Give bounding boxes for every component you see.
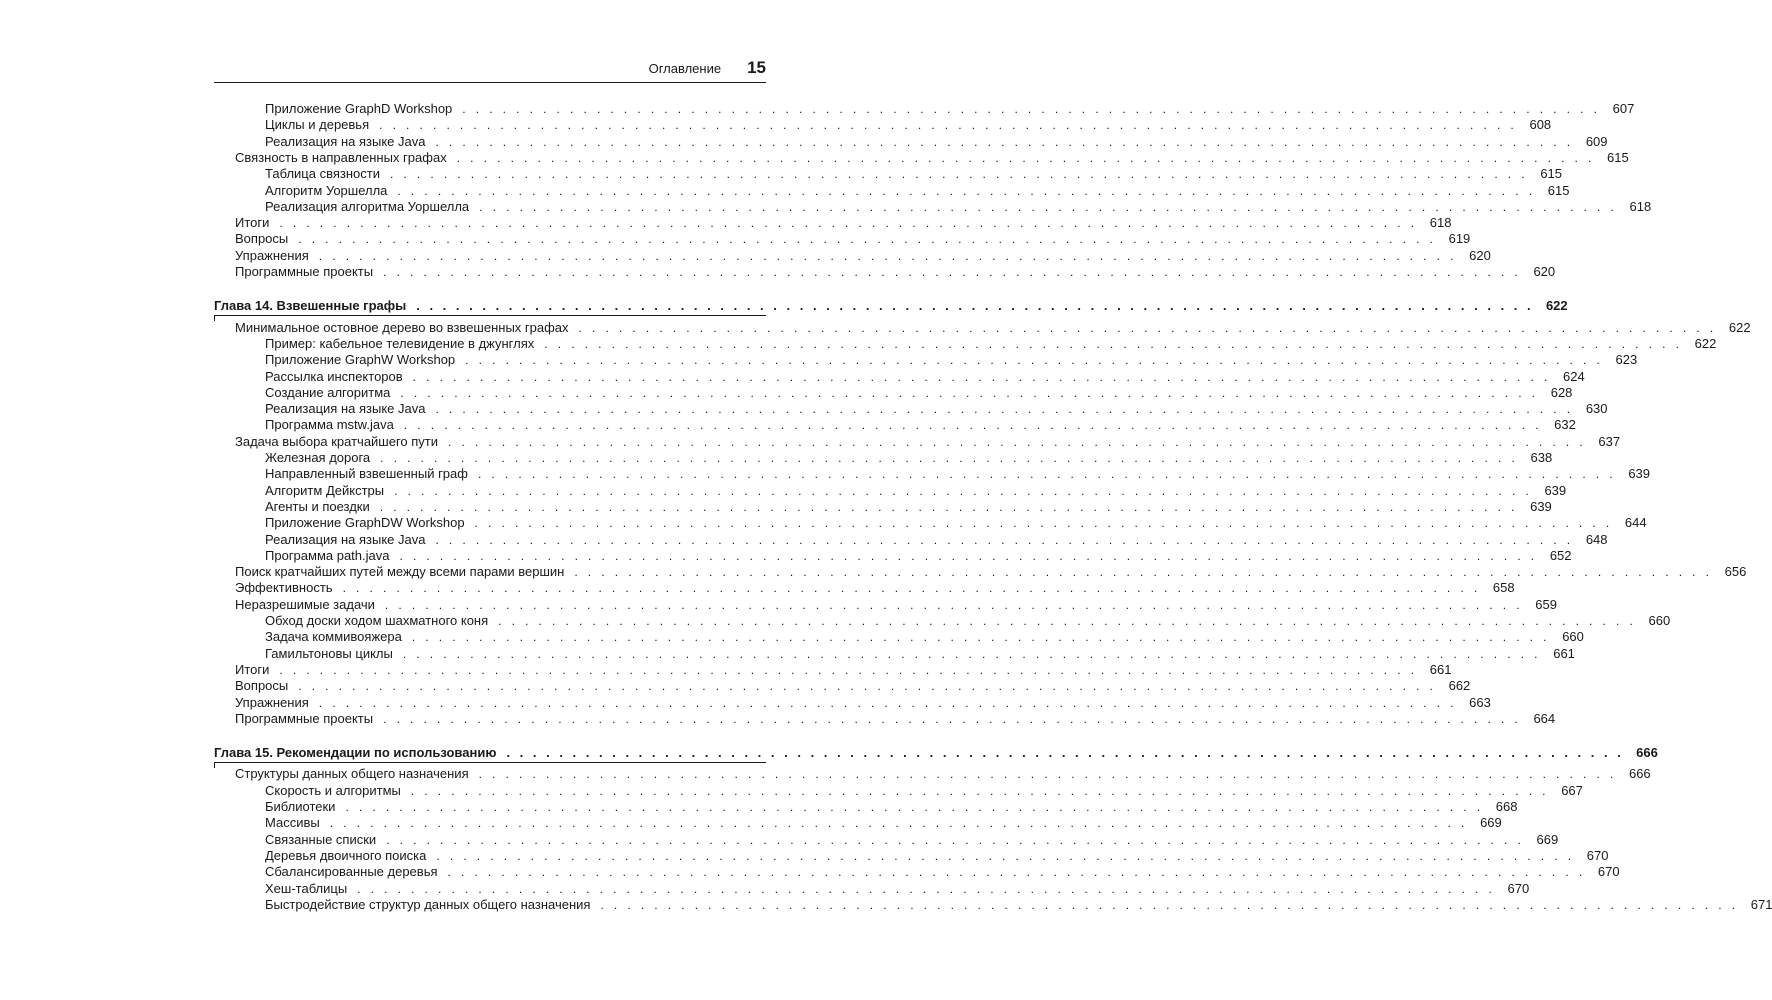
dot-leader: . . . . . . . . . . . . . . . . . . . . . . . . . . . . . . . . . . . . . . . . . . . . . . . . . . . . . . . . . . . . . . . . . . . . . . . . . . . . . . . . . . . . . xyxy=(379,499,1518,514)
toc-section[interactable] xyxy=(235,247,1491,264)
toc-entry-page: 620 xyxy=(1533,264,1556,279)
running-title: Оглавление xyxy=(648,61,722,76)
toc-section[interactable] xyxy=(235,580,1515,596)
dot-leader: . . . . . . . . . . . . . . . . . . . . . . . . . . . . . . . . . . . . . . . . . . . . . . . . . . . . . . . . . . . . . . . . . . . . . . . . . . . . . . . . . . . . . xyxy=(436,848,1575,863)
toc-entry-title: Вопросы xyxy=(235,678,289,694)
dot-leader: . . . . . . . . . . . . . . . . . . . . . . . . . . . . . . . . . . . . . . . . . . . . . . . . . . . . . . . . . . . . . . . . . . . . . . . . . . . . . . . . . . . . . xyxy=(456,150,1595,165)
toc-entry-page: 609 xyxy=(1585,133,1608,149)
toc-subsection[interactable] xyxy=(265,335,1717,352)
toc-entry-page: 615 xyxy=(1540,166,1563,182)
toc-entry-page: 623 xyxy=(1615,352,1638,368)
toc-entry-title: Программа mstw.java xyxy=(265,417,394,433)
toc-entry-page: 638 xyxy=(1530,450,1553,465)
dot-leader: . . . . . . . . . . . . . . . . . . . . . . . . . . . . . . . . . . . . . . . . . . . . . . . . . . . . . . . . . . . . . . . . . . . . . . . . . . . . . . . . . . . . . xyxy=(544,336,1683,351)
toc-subsection[interactable] xyxy=(265,417,1576,433)
toc-subsection[interactable] xyxy=(265,182,1570,199)
dot-leader: . . . . . . . . . . . . . . . . . . . . . . . . . . . . . . . . . . . . . . . . . . . . . . . . . . . . . . . . . . . . . . . . . . . . . . . . . . . . . . . . . . . . . xyxy=(383,265,1522,279)
toc-entry-page: 628 xyxy=(1550,384,1573,400)
dot-leader: . . . . . . . . . . . . . . . . . . . . . . . . . . . . . . . . . . . . . . . . . . . . . . . . . . . . . . . . . . . . . . . . . . . . . . . . . . . . . . . . . . . . . xyxy=(389,167,1529,182)
toc-subsection[interactable] xyxy=(265,117,1552,133)
toc-entry-page: 667 xyxy=(1561,782,1583,798)
toc-entry-title: Упражнения xyxy=(235,694,309,710)
toc-section[interactable] xyxy=(235,564,1747,580)
toc-entry-title: Реализация алгоритма Уоршелла xyxy=(265,198,470,214)
toc-entry-page: 639 xyxy=(1544,482,1567,498)
toc-section[interactable] xyxy=(235,766,1651,782)
toc-subsection[interactable] xyxy=(265,864,1620,880)
toc-entry-page: 664 xyxy=(1533,710,1556,726)
toc-subsection[interactable] xyxy=(265,547,1572,564)
dot-leader: . . . . . . . . . . . . . . . . . . . . . . . . . . . . . . . . . . . . . . . . . . . . . . . . . . . . . . . . . . . . . . . . . . . . . . . . . . . . . . . . . . . . . xyxy=(474,516,1613,531)
toc-entry-page: 659 xyxy=(1535,596,1557,612)
dot-leader: . . . . . . . . . . . . . . . . . . . . . . . . . . . . . . . . . . . . . . . . . . . . . . . . . . . . . . . . . . . . . . . . . . . . . . . . . . . . . . . . . . . . . xyxy=(477,467,1617,482)
dot-leader: . . . . . . . . . . . . . . . . . . . . . . . . . . . . . . . . . . . . . . . . . . . . . . . . . . . . . . . . . . . . . . . . . . . . . . . . . . . . . . . . . . . . . xyxy=(318,695,1457,710)
toc-section[interactable] xyxy=(235,433,1621,450)
dot-leader: . . . . . . . . . . . . . . . . . . . . . . . . . . . . . . . . . . . . . . . . . . . . . . . . . . . . . . . . . . . . . . . . . . . . . . . . . . . . . . . . . . . . . xyxy=(397,183,1536,198)
toc-entry-page: 666 xyxy=(1636,745,1658,761)
toc-section[interactable] xyxy=(235,231,1471,247)
toc-entry-title: Глава 14. Взвешенные графы xyxy=(214,298,407,314)
toc-entry-title: Приложение GraphD Workshop xyxy=(265,101,453,116)
toc-section[interactable] xyxy=(235,694,1491,711)
toc-subsection[interactable] xyxy=(265,815,1502,831)
toc-entry-title: Реализация на языке Java xyxy=(265,401,426,417)
toc-subsection[interactable] xyxy=(265,466,1651,482)
toc-entry-page: 661 xyxy=(1429,661,1452,677)
toc-entry-title: Программные проекты xyxy=(235,264,374,279)
dot-leader: . . . . . . . . . . . . . . . . . . . . . . . . . . . . . . . . . . . . . . . . . . . . . . . . . . . . . . . . . . . . . . . . . . . . . . . . . . . . . . . . . . . . . xyxy=(498,614,1637,628)
dot-leader: . . . . . . . . . . . . . . . . . . . . . . . . . . . . . . . . . . . . . . . . . . . . . . . . . . . . . . . . . . . . . . . . . . . . . . . . . . . . . . . . . . . . . xyxy=(400,385,1539,400)
dot-leader: . . . . . . . . . . . . . . . . . . . . . . . . . . . . . . . . . . . . . . . . . . . . . . . . . . . . . . . . . . . . . . . . . . . . . . . . . . . . . . . . . . . . . xyxy=(410,783,1549,798)
dot-leader: . . . . . . . . . . . . . . . . . . . . . . . . . . . . . . . . . . . . . . . . . . . . . . . . . . . . . . . . . . . . . . . . . . . . . . . . . . . . . . . . . . . . . xyxy=(380,451,1519,465)
toc-entry-title: Неразрешимые задачи xyxy=(235,596,375,612)
toc-section[interactable] xyxy=(235,678,1471,694)
toc-entry-title: Направленный взвешенный граф xyxy=(265,466,468,482)
toc-entry-title: Минимальное остовное дерево во взвешенных графах xyxy=(235,319,569,335)
toc-entry-page: 632 xyxy=(1554,417,1576,433)
toc-entry-title: Реализация на языке Java xyxy=(265,531,426,547)
toc-subsection[interactable] xyxy=(265,629,1584,645)
toc-entry-page: 639 xyxy=(1530,498,1552,514)
toc-section[interactable] xyxy=(235,596,1557,613)
toc-subsection[interactable] xyxy=(265,645,1575,662)
dot-leader: . . . . . . . . . . . . . . . . . . . . . . . . . . . . . . . . . . . . . . . . . . . . . . . . . . . . . . . . . . . . . . . . . . . . . . . . . . . . . . . . . . . . . xyxy=(379,118,1518,133)
dot-leader: . . . . . . . . . . . . . . . . . . . . . . . . . . . . . . . . . . . . . . . . . . . . . . . . . . . . . . . . . . . . . . . . . . . . . . . . . . . . . . . . . . . . . xyxy=(479,199,1618,214)
toc-entry-page: 639 xyxy=(1628,466,1651,482)
toc-section[interactable] xyxy=(235,149,1629,166)
toc-section[interactable] xyxy=(235,264,1556,280)
toc-entry-page: 622 xyxy=(1694,335,1717,351)
chapter-rule xyxy=(214,762,766,763)
toc-entry-title: Рассылка инспекторов xyxy=(265,368,403,384)
dot-leader: . . . . . . . . . . . . . . . . . . . . . . . . . . . . . . . . . . . . . . . . . . . . . . . . . . . . . . . . . . . . . . . . . . . . . . . . . . . . . . . . . . . . . xyxy=(402,646,1541,661)
toc-entry-title: Быстродействие структур данных общего назначения xyxy=(265,896,591,912)
toc-entry-page: 670 xyxy=(1586,847,1609,863)
dot-leader: . . . . . . . . . . . . . . . . . . . . . . . . . . . . . . . . . . . . . . . . . . . . . . . . . . . . . . . . . . . . . . . . . . . . . . . . . . . . . . . . . . . . . xyxy=(298,232,1437,247)
dot-leader: . . . . . . . . . . . . . . . . . . . . . . . . . . . . . . . . . . . . . . . . . . . . . . . . . . . . . . . . . . . . . . . . . . . . . . . . . . . . . . . . . . . . . xyxy=(384,597,1523,612)
toc-entry-page: 618 xyxy=(1629,198,1652,214)
toc-entry-page: 608 xyxy=(1529,117,1552,133)
dot-leader: . . . . . . . . . . . . . . . . . . . . . . . . . . . . . . . . . . . . . . . . . . . . . . . . . . . . . . . . . . . . . . . . . . . . . . . . . . . . . . . . . . . . . xyxy=(435,532,1574,547)
toc-entry-title: Эффективность xyxy=(235,580,333,596)
toc-subsection[interactable] xyxy=(265,531,1608,548)
dot-leader: . . . . . . . . . . . . . . . . . . . . . . . . . . . . . . . . . . . . . . . . . . . . . . . . . . . . . . . . . . . . . . . . . . . . . . . . . . . . . . . . . . . . . xyxy=(329,816,1468,831)
dot-leader: . . . . . . . . . . . . . . . . . . . . . . . . . . . . . . . . . . . . . . . . . . . . . . . . . . . . . . . . . . . . . . . . . . . . . . . . . . . . . . . . . . . . . xyxy=(342,581,1481,596)
toc-entry-page: 644 xyxy=(1624,515,1647,531)
toc-entry-title: Связность в направленных графах xyxy=(235,149,447,165)
toc-subsection[interactable] xyxy=(265,782,1583,799)
toc-entry-title: Хеш-таблицы xyxy=(265,880,348,896)
toc-subsection[interactable] xyxy=(265,498,1552,515)
toc-entry-title: Задача выбора кратчайшего пути xyxy=(235,433,439,449)
toc-section[interactable] xyxy=(235,319,1751,336)
chapter-heading[interactable] xyxy=(214,298,1568,314)
toc-entry-title: Упражнения xyxy=(235,247,309,263)
toc-entry-title: Таблица связности xyxy=(265,166,380,182)
toc-entry-title: Пример: кабельное телевидение в джунглях xyxy=(265,335,535,351)
toc-subsection[interactable] xyxy=(265,166,1563,182)
toc-entry-page: 666 xyxy=(1628,766,1651,782)
dot-leader: . . . . . . . . . . . . . . . . . . . . . . . . . . . . . . . . . . . . . . . . . . . . . . . . . . . . . . . . . . . . . . . . . . . . . . . . . . . . . . . . . . . . . xyxy=(465,353,1604,368)
toc-entry-title: Алгоритм Уоршелла xyxy=(265,182,388,198)
toc-entry-page: 622 xyxy=(1728,319,1751,335)
toc-entry-page: 661 xyxy=(1553,645,1575,661)
dot-leader: . . . . . . . . . . . . . . . . . . . . . . . . . . . . . . . . . . . . . . . . . . . . . . . . . . . . . . . . . . . . . . . . . . . . . . . . . . . . . . . . . . . . . xyxy=(403,418,1542,433)
toc-subsection[interactable] xyxy=(265,352,1638,368)
toc-entry-title: Приложение GraphDW Workshop xyxy=(265,515,465,531)
toc-entry-title: Массивы xyxy=(265,815,320,831)
toc-entry-page: 624 xyxy=(1563,368,1585,384)
toc-entry-title: Итоги xyxy=(235,661,270,677)
chapter-rule xyxy=(214,315,766,316)
toc-subsection[interactable] xyxy=(265,101,1635,117)
toc-subsection[interactable] xyxy=(265,133,1608,150)
toc-entry-page: 637 xyxy=(1598,433,1621,449)
toc-entry-title: Обход доски ходом шахматного коня xyxy=(265,613,489,628)
toc-entry-title: Программные проекты xyxy=(235,710,374,726)
dot-leader: . . . . . . . . . . . . . . . . . . . . . . . . . . . . . . . . . . . . . . . . . . . . . . . . . . . . . . . . . . . . . . . . . . . . . . . . . . . . . . . . . . . . . xyxy=(386,832,1525,847)
toc-entry-page: 607 xyxy=(1612,101,1635,116)
toc-entry-title: Реализация на языке Java xyxy=(265,133,426,149)
toc-entry-title: Структуры данных общего назначения xyxy=(235,766,469,782)
toc-entry-page: 630 xyxy=(1585,401,1608,417)
toc-subsection[interactable] xyxy=(265,515,1647,531)
toc-entry-title: Сбалансированные деревья xyxy=(265,864,438,880)
dot-leader: . . . . . . . . . . . . . . . . . . . . . . . . . . . . . . . . . . . . . . . . . . . . . . . . . . . . . . . . . . . . . . . . . . . . . . . . . . . . . . . . . . . . . xyxy=(394,483,1533,498)
toc-entry-title: Поиск кратчайших путей между всеми парами вершин xyxy=(235,564,565,580)
toc-entry-title: Задача коммивояжера xyxy=(265,629,402,645)
toc-entry-title: Библиотеки xyxy=(265,799,336,814)
toc-entry-title: Глава 15. Рекомендации по использованию xyxy=(214,745,497,761)
toc-entry-title: Циклы и деревья xyxy=(265,117,370,133)
toc-entry-page: 660 xyxy=(1648,613,1671,628)
toc-entry-title: Гамильтоновы циклы xyxy=(265,645,393,661)
toc-entry-title: Приложение GraphW Workshop xyxy=(265,352,456,368)
toc-entry-title: Алгоритм Дейкстры xyxy=(265,482,385,498)
toc-subsection[interactable] xyxy=(265,613,1671,629)
dot-leader: . . . . . . . . . . . . . . . . . . . . . . . . . . . . . . . . . . . . . . . . . . . . . . . . . . . . . . . . . . . . . . . . . . . . . . . . . . . . . . . . . . . . . xyxy=(578,320,1717,335)
toc-entry-page: 656 xyxy=(1724,564,1747,580)
toc-subsection[interactable] xyxy=(265,880,1530,897)
dot-leader: . . . . . . . . . . . . . . . . . . . . . . . . . . . . . . . . . . . . . . . . . . . . . . . . . . . . . . . . . . . . . . . . . . . . . . . . . . . . . . . . . . . . . xyxy=(399,548,1538,563)
toc-subsection[interactable] xyxy=(265,831,1559,848)
chapter-rule-corner xyxy=(214,315,215,321)
page-number: 15 xyxy=(747,58,766,77)
toc-entry-page: 662 xyxy=(1448,678,1471,694)
toc-entry-title: Деревья двоичного поиска xyxy=(265,847,427,863)
toc-entry-page: 658 xyxy=(1492,580,1515,596)
dot-leader: . . . . . . . . . . . . . . . . . . . . . . . . . . . . . . . . . . . . . . . . . . . . . . . . . . . . . . . . . . . . . . . . . . . . . . . . . . . . . . . . . . . . . xyxy=(506,745,1624,761)
toc-entry-page: 619 xyxy=(1448,231,1471,247)
dot-leader: . . . . . . . . . . . . . . . . . . . . . . . . . . . . . . . . . . . . . . . . . . . . . . . . . . . . . . . . . . . . . . . . . . . . . . . . . . . . . . . . . . . . . xyxy=(279,662,1418,677)
toc-entry-title: Скорость и алгоритмы xyxy=(265,782,401,798)
toc-entry-page: 669 xyxy=(1536,831,1559,847)
toc-subsection[interactable] xyxy=(265,799,1518,815)
dot-leader: . . . . . . . . . . . . . . . . . . . . . . . . . . . . . . . . . . . . . . . . . . . . . . . . . . . . . . . . . . . . . . . . . . . . . . . . . . . . . . . . . . . . . xyxy=(600,897,1739,912)
toc-entry-page: 615 xyxy=(1547,182,1570,198)
dot-leader: . . . . . . . . . . . . . . . . . . . . . . . . . . . . . . . . . . . . . . . . . . . . . . . . . . . . . . . . . . . . . . . . . . . . . . . . . . . . . . . . . . . . . xyxy=(318,248,1457,263)
toc-subsection[interactable] xyxy=(265,847,1609,864)
toc-entry-title: Создание алгоритма xyxy=(265,384,391,400)
toc-entry-title: Связанные списки xyxy=(265,831,377,847)
dot-leader: . . . . . . . . . . . . . . . . . . . . . . . . . . . . . . . . . . . . . . . . . . . . . . . . . . . . . . . . . . . . . . . . . . . . . . . . . . . . . . . . . . . . . xyxy=(462,102,1601,116)
dot-leader: . . . . . . . . . . . . . . . . . . . . . . . . . . . . . . . . . . . . . . . . . . . . . . . . . . . . . . . . . . . . . . . . . . . . . . . . . . . . . . . . . . . . . xyxy=(345,800,1484,814)
toc-entry-page: 620 xyxy=(1469,247,1491,263)
toc-entry-page: 652 xyxy=(1549,547,1572,563)
toc-section[interactable] xyxy=(235,710,1556,727)
dot-leader: . . . . . . . . . . . . . . . . . . . . . . . . . . . . . . . . . . . . . . . . . . . . . . . . . . . . . . . . . . . . . . . . . . . . . . . . . . . . . . . . . . . . . xyxy=(279,216,1418,231)
dot-leader: . . . . . . . . . . . . . . . . . . . . . . . . . . . . . . . . . . . . . . . . . . . . . . . . . . . . . . . . . . . . . . . . . . . . . . . . . . . . . . . . . . . . . xyxy=(411,630,1550,645)
toc-subsection[interactable] xyxy=(265,384,1573,401)
toc-entry-title: Железная дорога xyxy=(265,450,371,465)
toc-entry-title: Программа path.java xyxy=(265,547,390,563)
dot-leader: . . . . . . . . . . . . . . . . . . . . . . . . . . . . . . . . . . . . . . . . . . . . . . . . . . . . . . . . . . . . . . . . . . . . . . . . . . . . . . . . . . . . . xyxy=(412,369,1551,384)
toc-section[interactable] xyxy=(235,661,1452,678)
toc-entry-page: 671 xyxy=(1750,896,1772,912)
dot-leader: . . . . . . . . . . . . . . . . . . . . . . . . . . . . . . . . . . . . . . . . . . . . . . . . . . . . . . . . . . . . . . . . . . . . . . . . . . . . . . . . . . . . . xyxy=(435,402,1574,417)
toc-entry-title: Итоги xyxy=(235,215,270,231)
toc-subsection[interactable] xyxy=(265,896,1772,913)
toc-entry-page: 670 xyxy=(1507,880,1530,896)
dot-leader: . . . . . . . . . . . . . . . . . . . . . . . . . . . . . . . . . . . . . . . . . . . . . . . . . . . . . . . . . . . . . . . . . . . . . . . . . . . . . . . . . . . . . xyxy=(478,767,1617,782)
toc-entry-page: 669 xyxy=(1480,815,1502,831)
toc-subsection[interactable] xyxy=(265,401,1608,417)
toc-entry-title: Агенты и поездки xyxy=(265,498,370,514)
toc-entry-page: 663 xyxy=(1469,694,1491,710)
toc-entry-page: 660 xyxy=(1562,629,1584,645)
toc-entry-page: 615 xyxy=(1607,149,1629,165)
toc-subsection[interactable] xyxy=(265,368,1585,385)
chapter-heading[interactable] xyxy=(214,745,1658,761)
toc-entry-page: 648 xyxy=(1585,531,1608,547)
toc-entry-page: 618 xyxy=(1429,215,1452,231)
dot-leader: . . . . . . . . . . . . . . . . . . . . . . . . . . . . . . . . . . . . . . . . . . . . . . . . . . . . . . . . . . . . . . . . . . . . . . . . . . . . . . . . . . . . . xyxy=(447,865,1586,880)
dot-leader: . . . . . . . . . . . . . . . . . . . . . . . . . . . . . . . . . . . . . . . . . . . . . . . . . . . . . . . . . . . . . . . . . . . . . . . . . . . . . . . . . . . . . xyxy=(416,298,1534,314)
dot-leader: . . . . . . . . . . . . . . . . . . . . . . . . . . . . . . . . . . . . . . . . . . . . . . . . . . . . . . . . . . . . . . . . . . . . . . . . . . . . . . . . . . . . . xyxy=(448,434,1587,449)
chapter-rule-corner xyxy=(214,762,215,768)
toc-subsection[interactable] xyxy=(265,450,1553,466)
toc-entry-page: 622 xyxy=(1545,298,1568,314)
dot-leader: . . . . . . . . . . . . . . . . . . . . . . . . . . . . . . . . . . . . . . . . . . . . . . . . . . . . . . . . . . . . . . . . . . . . . . . . . . . . . . . . . . . . . xyxy=(383,711,1522,726)
dot-leader: . . . . . . . . . . . . . . . . . . . . . . . . . . . . . . . . . . . . . . . . . . . . . . . . . . . . . . . . . . . . . . . . . . . . . . . . . . . . . . . . . . . . . xyxy=(435,134,1574,149)
dot-leader: . . . . . . . . . . . . . . . . . . . . . . . . . . . . . . . . . . . . . . . . . . . . . . . . . . . . . . . . . . . . . . . . . . . . . . . . . . . . . . . . . . . . . xyxy=(357,881,1496,896)
toc-entry-title: Вопросы xyxy=(235,231,289,247)
toc-subsection[interactable] xyxy=(265,198,1652,215)
dot-leader: . . . . . . . . . . . . . . . . . . . . . . . . . . . . . . . . . . . . . . . . . . . . . . . . . . . . . . . . . . . . . . . . . . . . . . . . . . . . . . . . . . . . . xyxy=(298,679,1437,694)
dot-leader: . . . . . . . . . . . . . . . . . . . . . . . . . . . . . . . . . . . . . . . . . . . . . . . . . . . . . . . . . . . . . . . . . . . . . . . . . . . . . . . . . . . . . xyxy=(574,565,1713,580)
toc-section[interactable] xyxy=(235,215,1452,231)
toc-subsection[interactable] xyxy=(265,482,1567,499)
toc-entry-page: 670 xyxy=(1597,864,1620,880)
toc-entry-page: 668 xyxy=(1495,799,1518,814)
